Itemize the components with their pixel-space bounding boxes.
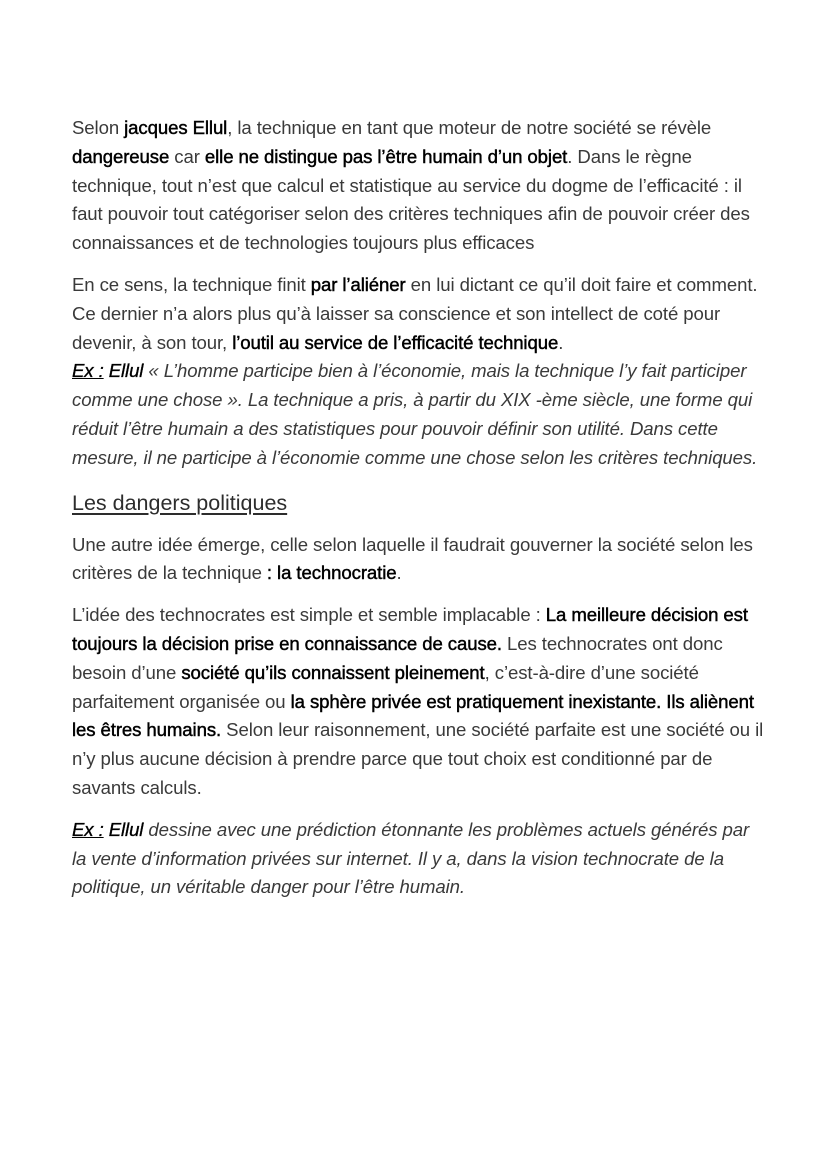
text-run: , la technique en tant que moteur de notre société se révèle bbox=[227, 117, 712, 138]
emphasis-best-decision: La meilleure décision est toujours la décision prise en connaissance de cause. bbox=[72, 604, 748, 654]
text-run: car bbox=[169, 145, 205, 167]
example-author: Ellul bbox=[103, 360, 144, 382]
emphasis-dangerous: dangereuse bbox=[72, 145, 170, 167]
paragraph-technocrats bbox=[72, 601, 768, 803]
text-run: Selon leur raisonnement, une société parfaite est une société ou il n’y plus aucune décision à prendre parce que tout choix est conditionné par de savants calculs. bbox=[72, 719, 764, 798]
text-run: Une autre idée émerge, celle selon laquelle il faudrait gouverner la société selon les critères de la technique bbox=[72, 533, 753, 584]
section-heading: Les dangers politiques bbox=[72, 490, 288, 515]
text-run: Les technocrates ont donc besoin d’une bbox=[72, 632, 723, 683]
emphasis-tool: l’outil au service de l’efficacité technique bbox=[232, 331, 559, 353]
emphasis-technocracy: : la technocratie bbox=[266, 562, 397, 584]
paragraph-example-internet bbox=[72, 816, 768, 902]
text-run: , c’est-à-dire d’une société parfaitement organisée ou bbox=[72, 661, 699, 712]
text-run: En ce sens, la technique finit bbox=[72, 273, 311, 295]
paragraph-technocracy bbox=[72, 531, 768, 589]
example-label: Ex : bbox=[72, 818, 104, 840]
example-label: Ex : bbox=[72, 360, 104, 382]
emphasis-alienate: par l’aliéner bbox=[310, 273, 406, 295]
text-run: L’idée des technocrates est simple et semble implacable : bbox=[72, 604, 546, 626]
emphasis-human-object: elle ne distingue pas l’être humain d’un objet bbox=[204, 145, 568, 167]
paragraph-alienation bbox=[72, 271, 768, 473]
paragraph-ellul-intro bbox=[72, 114, 768, 258]
text-run: . bbox=[558, 331, 564, 353]
example-author: Ellul bbox=[103, 818, 144, 840]
text-run: . Dans le règne technique, tout n’est que calcul et statistique au service du dogme de l’efficacité : il faut pouvoir tout catégoriser selon des critères techniques afin de pouvoir créer des connaissances et de technologies toujours plus efficaces bbox=[72, 145, 750, 254]
emphasis-private-sphere: la sphère privée est pratiquement inexistante. Ils aliènent les êtres humains. bbox=[72, 690, 754, 741]
text-run: Selon bbox=[72, 117, 125, 138]
emphasis-known-society: société qu’ils connaissent pleinement bbox=[181, 661, 485, 683]
example-text: dessine avec une prédiction étonnante les problèmes actuels générés par la vente d’information privées sur internet. Il y a, dans la vision technocrate de la politique, un véritable danger pour l’être humain. bbox=[72, 818, 750, 898]
text-run: . bbox=[396, 562, 402, 584]
text-run: en lui dictant ce qu’il doit faire et comment. Ce dernier n’a alors plus qu’à laisser sa conscience et son intellect de coté pour devenir, à son tour, bbox=[72, 273, 758, 353]
example-text: « L’homme participe bien à l’économie, mais la technique l’y fait participer comme une chose ». La technique a pris, à partir du XIX -ème siècle, une forme qui réduit l’être humain a des statistiques pour pouvoir définir son utilité. Dans cette mesure, il ne participe à l’économie comme une chose selon les critères techniques. bbox=[72, 360, 758, 468]
emphasis-author: jacques Ellul bbox=[124, 117, 228, 138]
